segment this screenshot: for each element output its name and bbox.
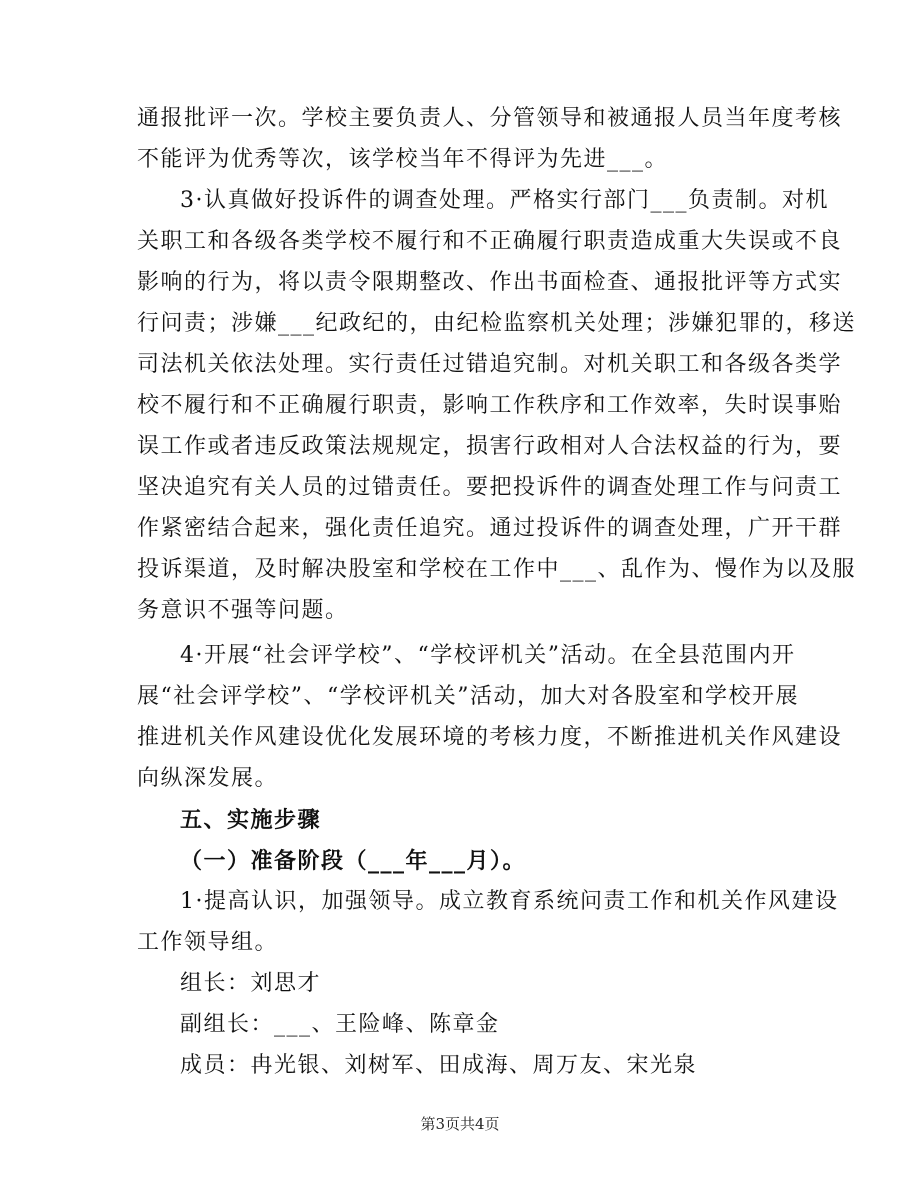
paragraph-4-start: 4·开展“社会评学校”、“学校评机关”活动。在全县范围内开 xyxy=(180,643,796,668)
body-text-line: 行问责；涉嫌___纪政纪的，由纪检监察机关处理；涉嫌犯罪的，移送 xyxy=(137,311,857,336)
section-heading: 五、实施步骤 xyxy=(180,807,322,833)
body-text-line: 务意识不强等问题。 xyxy=(137,598,349,623)
body-text-line: 校不履行和不正确履行职责，影响工作秩序和工作效率，失时误事贻 xyxy=(137,393,843,418)
body-text-line: 投诉渠道，及时解决股室和学校在工作中___、乱作为、慢作为以及服 xyxy=(137,557,857,582)
body-text-line: 推进机关作风建设优化发展环境的考核力度，不断推进机关作风建设 xyxy=(137,725,843,750)
subsection-heading: （一）准备阶段（___年___月）。 xyxy=(180,848,527,874)
members-line: 成员：冉光银、刘树军、田成海、周万友、宋光泉 xyxy=(180,1053,698,1078)
deputy-leader-line: 副组长：___、王险峰、陈章金 xyxy=(180,1012,500,1037)
body-text-line: 坚决追究有关人员的过错责任。要把投诉件的调查处理工作与问责工 xyxy=(137,475,843,500)
group-leader-line: 组长：刘思才 xyxy=(180,971,322,996)
body-text-line: 通报批评一次。学校主要负责人、分管领导和被通报人员当年度考核 xyxy=(137,106,843,131)
body-text-line: 工作领导组。 xyxy=(137,930,279,955)
body-text-line: 影响的行为，将以责令限期整改、作出书面检查、通报批评等方式实 xyxy=(137,270,843,295)
body-text-line: 关职工和各级各类学校不履行和不正确履行职责造成重大失误或不良 xyxy=(137,229,843,254)
page-number-footer: 第3页共4页 xyxy=(420,1115,500,1133)
body-text-line: 向纵深发展。 xyxy=(137,766,279,791)
body-text-line: 司法机关依法处理。实行责任过错追究制。对机关职工和各级各类学 xyxy=(137,352,843,377)
body-text-line: 展“社会评学校”、“学校评机关”活动，加大对各股室和学校开展 xyxy=(137,684,799,709)
body-text-line: 作紧密结合起来，强化责任追究。通过投诉件的调查处理，广开干群 xyxy=(137,516,843,541)
paragraph-3-start: 3·认真做好投诉件的调查处理。严格实行部门___负责制。对机 xyxy=(180,188,829,213)
body-text-line: 不能评为优秀等次，该学校当年不得评为先进___。 xyxy=(137,147,669,172)
paragraph-1-start: 1·提高认识，加强领导。成立教育系统问责工作和机关作风建设 xyxy=(180,889,839,914)
body-text-line: 误工作或者违反政策法规规定，损害行政相对人合法权益的行为，要 xyxy=(137,434,843,459)
